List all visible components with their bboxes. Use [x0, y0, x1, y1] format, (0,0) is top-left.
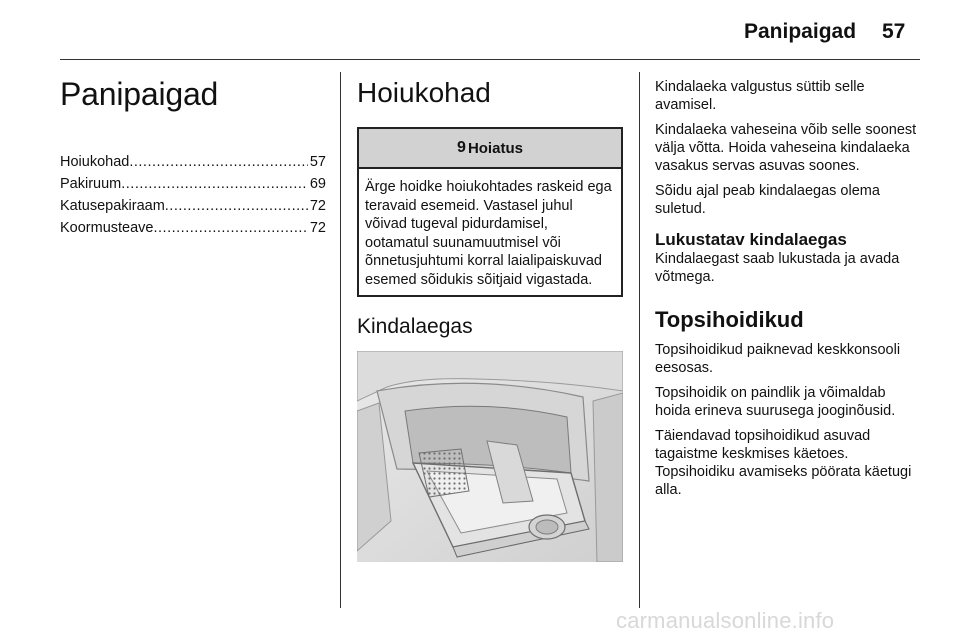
page-number: 57	[882, 20, 906, 43]
paragraph: Sõidu ajal peab kindalaegas olema suletud.	[655, 183, 880, 217]
glovebox-illustration	[357, 351, 623, 562]
toc-entry-page: 72	[309, 198, 326, 214]
paragraph: Täiendavad topsihoidikud asuvad tagaistme keskmises käetoes. Topsihoidiku avamiseks pöörata käetugi alla.	[655, 428, 912, 498]
column-divider-2	[639, 72, 640, 608]
toc-entry-label: Hoiukohad	[60, 154, 130, 170]
toc-leader-dots	[165, 195, 308, 217]
header-title: Panipaigad	[744, 20, 857, 43]
paragraph: Kindalaegast saab lukustada ja avada võtmega.	[655, 251, 900, 285]
chapter-title: Panipaigad	[60, 76, 219, 112]
column-content	[655, 70, 923, 506]
column-storage	[357, 70, 623, 562]
header-rule	[60, 59, 920, 60]
toc-entry[interactable]	[60, 173, 326, 195]
section-title: Hoiukohad	[357, 77, 491, 108]
paragraph: Topsihoidikud paiknevad keskkonsooli eesosas.	[655, 342, 901, 376]
column-divider-1	[340, 72, 341, 608]
warning-header	[359, 129, 621, 169]
lockable-glovebox-heading: Lukustatav kindalaegas	[655, 230, 847, 249]
paragraph: Kindalaeka vaheseina võib selle soonest välja võtta. Hoida vaheseina kindalaeka vasakus servas asuvas soones.	[655, 122, 917, 174]
cupholders-heading: Topsihoidikud	[655, 307, 804, 332]
subsection-title: Kindalaegas	[357, 315, 473, 338]
warning-box	[357, 127, 623, 297]
column-toc	[60, 70, 326, 239]
toc-entry-label: Pakiruum	[60, 176, 122, 192]
toc-entry[interactable]	[60, 195, 326, 217]
toc-leader-dots	[129, 151, 308, 173]
toc-entry[interactable]	[60, 151, 326, 173]
paragraph: Topsihoidik on paindlik ja võimaldab hoida erineva suurusega jooginõusid.	[655, 385, 896, 419]
toc-leader-dots	[121, 173, 308, 195]
warning-icon: 9	[457, 139, 466, 156]
toc-entry-page: 69	[309, 176, 326, 192]
toc-entry-label: Koormusteave	[60, 220, 154, 236]
watermark: carmanualsonline.info	[616, 608, 835, 633]
toc-entry-label: Katusepakiraam	[60, 198, 165, 214]
toc-entry-page: 72	[309, 220, 326, 236]
warning-heading: Hoiatus	[467, 139, 523, 157]
warning-text: Ärge hoidke hoiukohtades raskeid ega teravaid esemeid. Vastasel juhul võivad tugeval pidurdamisel, ootamatul suunamuutmisel või õnnetusjuhtumi korral laialipaiskuvad esemed sõidukis sõitjaid vigastada.	[365, 179, 612, 288]
table-of-contents	[60, 151, 326, 239]
toc-leader-dots	[154, 217, 308, 239]
paragraph: Kindalaeka valgustus süttib selle avamisel.	[655, 79, 865, 113]
toc-entry[interactable]	[60, 217, 326, 239]
toc-entry-page: 57	[309, 154, 326, 170]
